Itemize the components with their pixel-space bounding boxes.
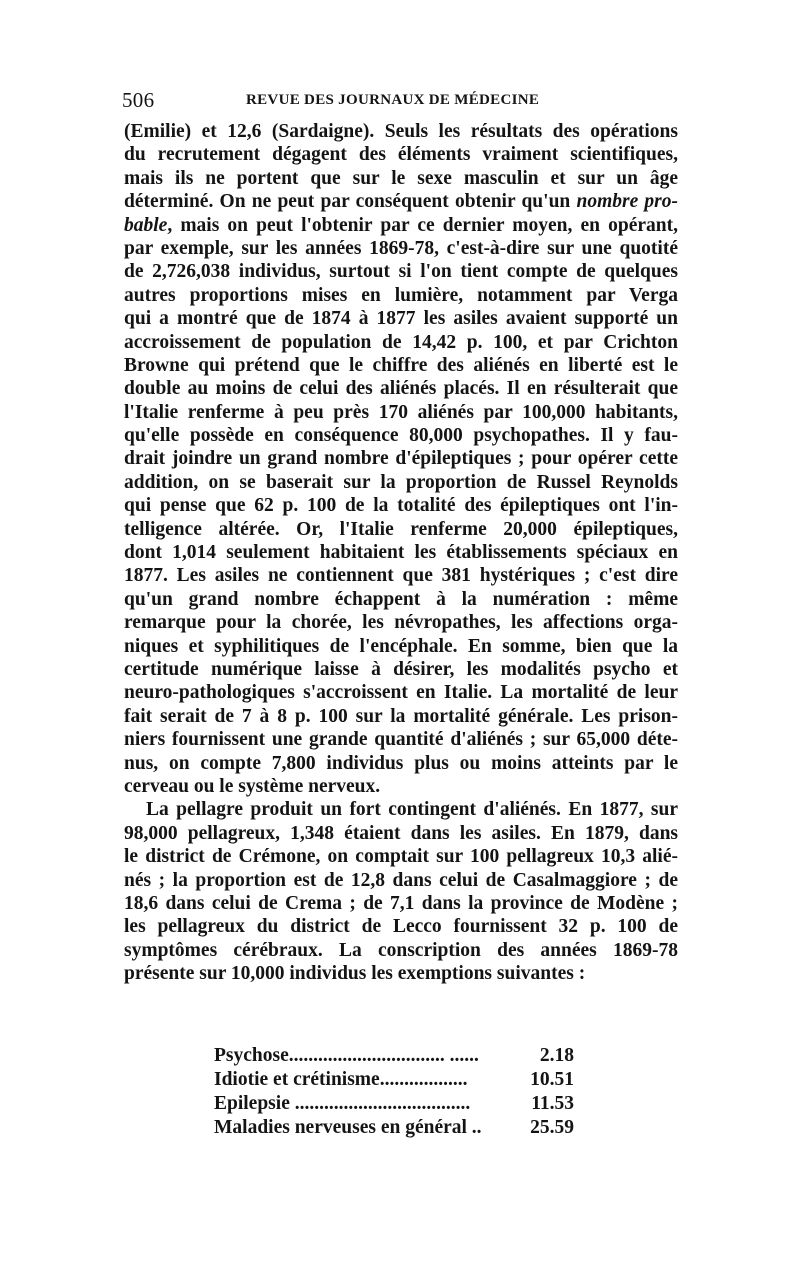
text-line: (Emilie) et 12,6 (Sardaigne). Seuls les résultats des opérations bbox=[124, 121, 678, 142]
text-segment: , mais on peut l'obtenir par ce dernier moyen, en opérant, bbox=[167, 214, 678, 236]
text-line: drait joindre un grand nombre d'épileptiques ; pour opérer cette bbox=[124, 448, 678, 470]
text-line: niques et syphilitiques de l'encéphale. En somme, bien que la bbox=[124, 635, 678, 657]
row-label: Epilepsie .................................... bbox=[214, 1093, 471, 1114]
italic-term: nombre pro- bbox=[576, 191, 679, 213]
text-line: qu'elle possède en conséquence 80,000 psychopathes. Il y fau- bbox=[124, 425, 678, 447]
text-line: certitude numérique laisse à désirer, les modalités psycho et bbox=[124, 658, 678, 680]
text-line: les pellagreux du district de Lecco fournissent 32 p. 100 de bbox=[124, 916, 678, 938]
row-value: 25.59 bbox=[530, 1117, 574, 1138]
text-line: double au moins de celui des aliénés placés. Il en résulterait que bbox=[124, 378, 678, 400]
text-line: 1877. Les asiles ne contiennent que 381 hystériques ; c'est dire bbox=[124, 565, 678, 587]
text-line: de 2,726,038 individus, surtout si l'on tient compte de quelques bbox=[124, 261, 678, 283]
text-line: remarque pour la chorée, les névropathes, les affections orga- bbox=[124, 612, 678, 634]
text-line: nus, on compte 7,800 individus plus ou moins atteints par le bbox=[124, 752, 678, 774]
text-line: présente sur 10,000 individus les exemptions suivantes : bbox=[124, 963, 586, 985]
text-line: mais ils ne portent que sur le sexe masculin et sur un âge bbox=[124, 167, 678, 189]
text-line: du recrutement dégagent des éléments vraiment scientifiques, bbox=[124, 144, 678, 166]
table-row bbox=[214, 1068, 574, 1092]
running-title: REVUE DES JOURNAUX DE MÉDECINE bbox=[246, 92, 540, 108]
text-line: niers fournissent une grande quantité d'aliénés ; sur 65,000 déte- bbox=[124, 729, 678, 751]
text-line: symptômes cérébraux. La conscription des années 1869-78 bbox=[124, 939, 678, 961]
text-line: 18,6 dans celui de Crema ; de 7,1 dans la province de Modène ; bbox=[124, 892, 678, 914]
text-line: autres proportions mises en lumière, notamment par Verga bbox=[124, 284, 678, 306]
row-label: Psychose................................ ...... bbox=[214, 1045, 479, 1066]
paragraph-2 bbox=[124, 798, 678, 985]
body-text bbox=[124, 120, 678, 985]
text-line: 98,000 pellagreux, 1,348 étaient dans les asiles. En 1879, dans bbox=[124, 822, 678, 844]
row-label: Maladies nerveuses en général .. bbox=[214, 1117, 482, 1138]
row-label: Idiotie et crétinisme.................. bbox=[214, 1069, 468, 1090]
text-line: Browne qui prétend que le chiffre des aliénés en liberté est le bbox=[124, 354, 678, 376]
italic-term: bable bbox=[124, 214, 168, 236]
text-line-with-italic bbox=[124, 214, 678, 237]
text-line: qui pense que 62 p. 100 de la totalité des épileptiques ont l'in- bbox=[124, 495, 678, 517]
text-line: qui a montré que de 1874 à 1877 les asiles avaient supporté un bbox=[124, 308, 678, 330]
table-row bbox=[214, 1044, 574, 1068]
text-line: nés ; la proportion est de 12,8 dans celui de Casalmaggiore ; de bbox=[124, 869, 678, 891]
table-row bbox=[214, 1092, 574, 1116]
row-value: 10.51 bbox=[530, 1069, 574, 1090]
text-line: addition, on se baserait sur la proportion de Russel Reynolds bbox=[124, 471, 678, 493]
paragraph-1 bbox=[124, 120, 678, 798]
text-line: neuro-pathologiques s'accroissent en Italie. La mortalité de leur bbox=[124, 682, 678, 704]
text-line: fait serait de 7 à 8 p. 100 sur la mortalité générale. Les prison- bbox=[124, 705, 678, 727]
row-value: 11.53 bbox=[531, 1093, 574, 1114]
table-row bbox=[214, 1116, 574, 1140]
text-line-with-italic bbox=[124, 190, 678, 213]
text-line: dont 1,014 seulement habitaient les établissements spéciaux en bbox=[124, 542, 678, 564]
text-line: La pellagre produit un fort contingent d'aliénés. En 1877, sur bbox=[146, 799, 678, 821]
row-value: 2.18 bbox=[539, 1045, 574, 1066]
text-line: telligence altérée. Or, l'Italie renferme 20,000 épileptiques, bbox=[124, 518, 678, 540]
text-line: le district de Crémone, on comptait sur 100 pellagreux 10,3 alié- bbox=[124, 846, 678, 868]
text-line: accroissement de population de 14,42 p. 100, et par Crichton bbox=[124, 331, 678, 353]
page-number: 506 bbox=[122, 88, 155, 112]
text-line: qu'un grand nombre échappent à la numération : même bbox=[124, 588, 678, 610]
text-line: l'Italie renferme à peu près 170 aliénés par 100,000 habitants, bbox=[124, 401, 678, 423]
text-line: par exemple, sur les années 1869-78, c'est-à-dire sur une quotité bbox=[124, 237, 678, 259]
exemptions-table bbox=[214, 1044, 574, 1140]
text-line: cerveau ou le système nerveux. bbox=[124, 775, 381, 797]
text-segment: déterminé. On ne peut par conséquent obtenir qu'un bbox=[124, 191, 577, 213]
